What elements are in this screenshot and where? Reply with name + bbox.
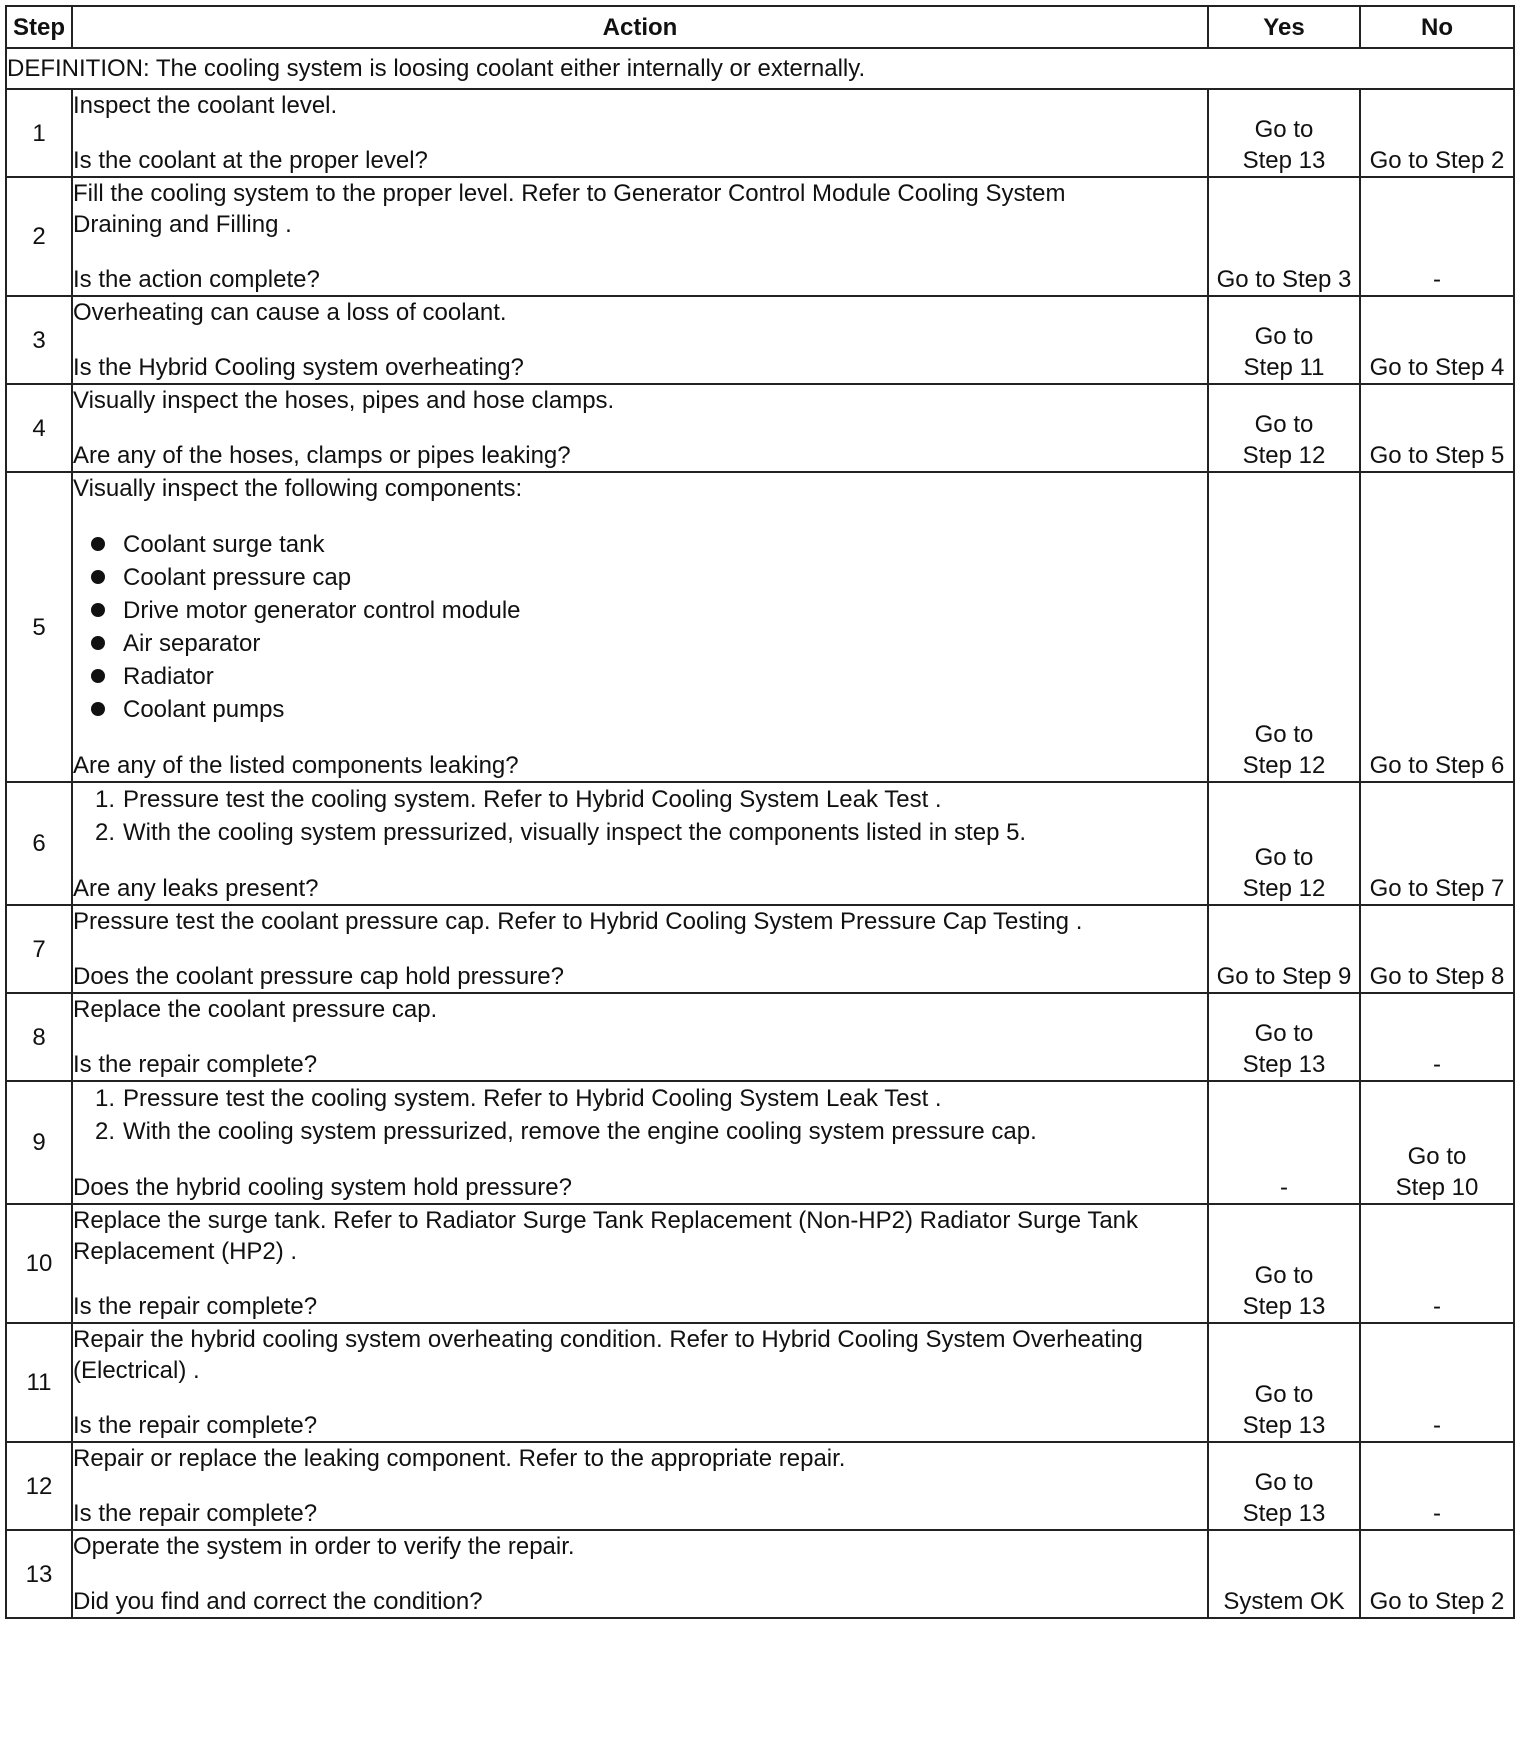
yes-result xyxy=(1208,1081,1360,1204)
action-cell xyxy=(72,1323,1208,1442)
step-number: 13 xyxy=(6,1530,72,1618)
action-question: Is the coolant at the proper level? xyxy=(73,147,428,174)
list-item xyxy=(91,627,1207,660)
yes-result xyxy=(1208,89,1360,177)
yes-result-line: Step 13 xyxy=(1242,1293,1326,1320)
list-item xyxy=(91,693,1207,726)
yes-result-line: Go to xyxy=(1254,844,1314,871)
step-number: 6 xyxy=(6,782,72,905)
step-number: 2 xyxy=(6,177,72,296)
action-question: Is the repair complete? xyxy=(73,1412,318,1439)
no-result-line: - xyxy=(1433,1051,1441,1078)
no-result-line: Go to Step 7 xyxy=(1369,875,1505,902)
yes-result-line: System OK xyxy=(1223,1588,1345,1615)
list-item-text: Drive motor generator control module xyxy=(123,597,521,624)
no-result xyxy=(1360,89,1514,177)
list-number: 2. xyxy=(94,819,115,846)
action-cell xyxy=(72,1204,1208,1323)
action-cell xyxy=(72,1530,1208,1618)
no-result-line: Go to Step 5 xyxy=(1369,442,1505,469)
procedure-list xyxy=(73,1082,1207,1148)
no-result xyxy=(1360,384,1514,472)
action-question: Did you find and correct the condition? xyxy=(73,1588,483,1615)
action-question: Are any of the listed components leaking? xyxy=(73,752,519,779)
no-result xyxy=(1360,1323,1514,1442)
yes-result-line: - xyxy=(1280,1174,1288,1201)
spacer xyxy=(73,1474,1207,1498)
step-number: 1 xyxy=(6,89,72,177)
step-number: 7 xyxy=(6,905,72,993)
action-question: Is the repair complete? xyxy=(73,1293,318,1320)
step-number: 3 xyxy=(6,296,72,384)
action-cell xyxy=(72,384,1208,472)
table-row xyxy=(6,993,1514,1081)
action-cell xyxy=(72,472,1208,782)
component-list xyxy=(73,528,1207,726)
spacer xyxy=(73,1267,1207,1291)
action-instruction: Visually inspect the hoses, pipes and hose clamps. xyxy=(73,387,615,414)
list-item-text: Pressure test the cooling system. Refer to Hybrid Cooling System Leak Test . xyxy=(123,1085,942,1112)
table-row xyxy=(6,782,1514,905)
yes-result-line: Go to xyxy=(1254,411,1314,438)
yes-result-line: Go to xyxy=(1254,1381,1314,1408)
action-instruction: Pressure test the coolant pressure cap. Refer to Hybrid Cooling System Pressure Cap Testing . xyxy=(73,908,1083,935)
spacer xyxy=(73,1386,1207,1410)
table-row xyxy=(6,472,1514,782)
no-result xyxy=(1360,472,1514,782)
definition-row xyxy=(6,48,1514,89)
no-result-line: - xyxy=(1433,1293,1441,1320)
action-cell xyxy=(72,177,1208,296)
action-instruction: Replace the coolant pressure cap. xyxy=(73,996,438,1023)
list-item-text: Pressure test the cooling system. Refer to Hybrid Cooling System Leak Test . xyxy=(123,786,942,813)
no-result xyxy=(1360,1530,1514,1618)
action-cell xyxy=(72,905,1208,993)
yes-result xyxy=(1208,177,1360,296)
spacer xyxy=(73,726,1207,750)
spacer xyxy=(73,121,1207,145)
no-result xyxy=(1360,1442,1514,1530)
action-question: Are any leaks present? xyxy=(73,875,319,902)
table-row xyxy=(6,296,1514,384)
no-result-line: Go to Step 4 xyxy=(1369,354,1505,381)
action-cell xyxy=(72,296,1208,384)
no-result-line: Go to Step 6 xyxy=(1369,752,1505,779)
action-instruction: Repair or replace the leaking component. Refer to the appropriate repair. xyxy=(73,1445,846,1472)
spacer xyxy=(73,328,1207,352)
action-cell xyxy=(72,993,1208,1081)
header-no: No xyxy=(1360,6,1514,48)
bullet-icon xyxy=(91,669,105,683)
action-instruction: Fill the cooling system to the proper level. Refer to Generator Control Module Cooling System Draining and Filling . xyxy=(73,180,1066,238)
list-item-text: Radiator xyxy=(123,663,214,690)
procedure-list xyxy=(73,783,1207,849)
list-item xyxy=(91,561,1207,594)
yes-result-line: Step 13 xyxy=(1242,147,1326,174)
yes-result-line: Step 12 xyxy=(1242,875,1326,902)
yes-result-line: Step 11 xyxy=(1243,354,1325,381)
action-instruction: Replace the surge tank. Refer to Radiator Surge Tank Replacement (Non-HP2) Radiator Surge Tank Replacement (HP2) . xyxy=(73,1207,1139,1265)
yes-result xyxy=(1208,384,1360,472)
list-item xyxy=(91,594,1207,627)
step-number: 11 xyxy=(6,1323,72,1442)
table-row xyxy=(6,384,1514,472)
table-row xyxy=(6,177,1514,296)
spacer xyxy=(73,849,1207,873)
step-number: 8 xyxy=(6,993,72,1081)
no-result xyxy=(1360,993,1514,1081)
yes-result xyxy=(1208,1442,1360,1530)
list-item-text: Coolant surge tank xyxy=(123,531,325,558)
header-yes: Yes xyxy=(1208,6,1360,48)
spacer xyxy=(73,504,1207,528)
no-result-line: - xyxy=(1433,1412,1441,1439)
list-item xyxy=(85,1115,1207,1148)
no-result xyxy=(1360,782,1514,905)
no-result xyxy=(1360,1081,1514,1204)
list-item-text: With the cooling system pressurized, visually inspect the components listed in step 5. xyxy=(123,819,1027,846)
action-question: Is the Hybrid Cooling system overheating? xyxy=(73,354,524,381)
action-question: Does the hybrid cooling system hold pressure? xyxy=(73,1174,572,1201)
header-step: Step xyxy=(6,6,72,48)
spacer xyxy=(73,416,1207,440)
step-number: 4 xyxy=(6,384,72,472)
yes-result xyxy=(1208,1323,1360,1442)
no-result xyxy=(1360,296,1514,384)
spacer xyxy=(73,937,1207,961)
action-instruction: Visually inspect the following components: xyxy=(73,475,523,502)
action-instruction: Operate the system in order to verify the repair. xyxy=(73,1533,575,1560)
no-result xyxy=(1360,905,1514,993)
bullet-icon xyxy=(91,636,105,650)
list-number: 1. xyxy=(94,786,115,813)
no-result-line: Go to xyxy=(1407,1143,1467,1170)
bullet-icon xyxy=(91,603,105,617)
yes-result-line: Go to xyxy=(1254,116,1314,143)
yes-result-line: Step 13 xyxy=(1242,1500,1326,1527)
no-result xyxy=(1360,1204,1514,1323)
list-item xyxy=(91,528,1207,561)
spacer xyxy=(73,240,1207,264)
no-result-line: Go to Step 8 xyxy=(1369,963,1505,990)
no-result-line: - xyxy=(1433,1500,1441,1527)
list-item xyxy=(85,1082,1207,1115)
action-question: Are any of the hoses, clamps or pipes leaking? xyxy=(73,442,571,469)
yes-result-line: Step 13 xyxy=(1242,1412,1326,1439)
action-question: Is the repair complete? xyxy=(73,1500,318,1527)
yes-result-line: Step 13 xyxy=(1242,1051,1326,1078)
header-row xyxy=(6,6,1514,48)
list-item-text: Air separator xyxy=(123,630,261,657)
yes-result-line: Step 12 xyxy=(1242,752,1326,779)
yes-result-line: Go to xyxy=(1254,1020,1314,1047)
no-result xyxy=(1360,177,1514,296)
table-row xyxy=(6,1442,1514,1530)
step-number: 10 xyxy=(6,1204,72,1323)
table-row xyxy=(6,1204,1514,1323)
table-row xyxy=(6,1081,1514,1204)
spacer xyxy=(73,1562,1207,1586)
list-item xyxy=(85,783,1207,816)
yes-result-line: Step 12 xyxy=(1242,442,1326,469)
action-question: Does the coolant pressure cap hold pressure? xyxy=(73,963,564,990)
yes-result-line: Go to xyxy=(1254,1262,1314,1289)
bullet-icon xyxy=(91,570,105,584)
step-number: 12 xyxy=(6,1442,72,1530)
spacer xyxy=(73,1148,1207,1172)
list-item-text: Coolant pumps xyxy=(123,696,285,723)
action-instruction: Repair the hybrid cooling system overheating condition. Refer to Hybrid Cooling System Overheating (Electrical) . xyxy=(73,1326,1143,1384)
yes-result-line: Go to xyxy=(1254,323,1314,350)
yes-result-line: Go to xyxy=(1254,1469,1314,1496)
list-item-text: With the cooling system pressurized, remove the engine cooling system pressure cap. xyxy=(123,1118,1037,1145)
header-action: Action xyxy=(72,6,1208,48)
no-result-line: Step 10 xyxy=(1395,1174,1479,1201)
list-number: 1. xyxy=(94,1085,115,1112)
table-row xyxy=(6,1530,1514,1618)
no-result-line: Go to Step 2 xyxy=(1369,1588,1505,1615)
yes-result xyxy=(1208,905,1360,993)
no-result-line: - xyxy=(1433,266,1441,293)
table-row xyxy=(6,1323,1514,1442)
yes-result xyxy=(1208,1530,1360,1618)
yes-result-line: Go to xyxy=(1254,721,1314,748)
yes-result-line: Go to Step 3 xyxy=(1216,266,1352,293)
list-item-text: Coolant pressure cap xyxy=(123,564,352,591)
list-item xyxy=(91,660,1207,693)
spacer xyxy=(73,1025,1207,1049)
step-number: 5 xyxy=(6,472,72,782)
list-item xyxy=(85,816,1207,849)
action-cell xyxy=(72,1442,1208,1530)
bullet-icon xyxy=(91,537,105,551)
yes-result xyxy=(1208,993,1360,1081)
list-number: 2. xyxy=(94,1118,115,1145)
action-cell xyxy=(72,89,1208,177)
action-question: Is the action complete? xyxy=(73,266,320,293)
step-number: 9 xyxy=(6,1081,72,1204)
yes-result xyxy=(1208,1204,1360,1323)
yes-result xyxy=(1208,472,1360,782)
no-result-line: Go to Step 2 xyxy=(1369,147,1505,174)
table-row xyxy=(6,905,1514,993)
action-cell xyxy=(72,782,1208,905)
yes-result xyxy=(1208,782,1360,905)
yes-result-line: Go to Step 9 xyxy=(1216,963,1352,990)
action-cell xyxy=(72,1081,1208,1204)
bullet-icon xyxy=(91,702,105,716)
diagnostic-table xyxy=(5,5,1515,1619)
action-question: Is the repair complete? xyxy=(73,1051,318,1078)
table-row xyxy=(6,89,1514,177)
action-instruction: Inspect the coolant level. xyxy=(73,92,338,119)
definition-text: DEFINITION: The cooling system is loosing coolant either internally or externally. xyxy=(6,48,1514,89)
action-instruction: Overheating can cause a loss of coolant. xyxy=(73,299,507,326)
yes-result xyxy=(1208,296,1360,384)
